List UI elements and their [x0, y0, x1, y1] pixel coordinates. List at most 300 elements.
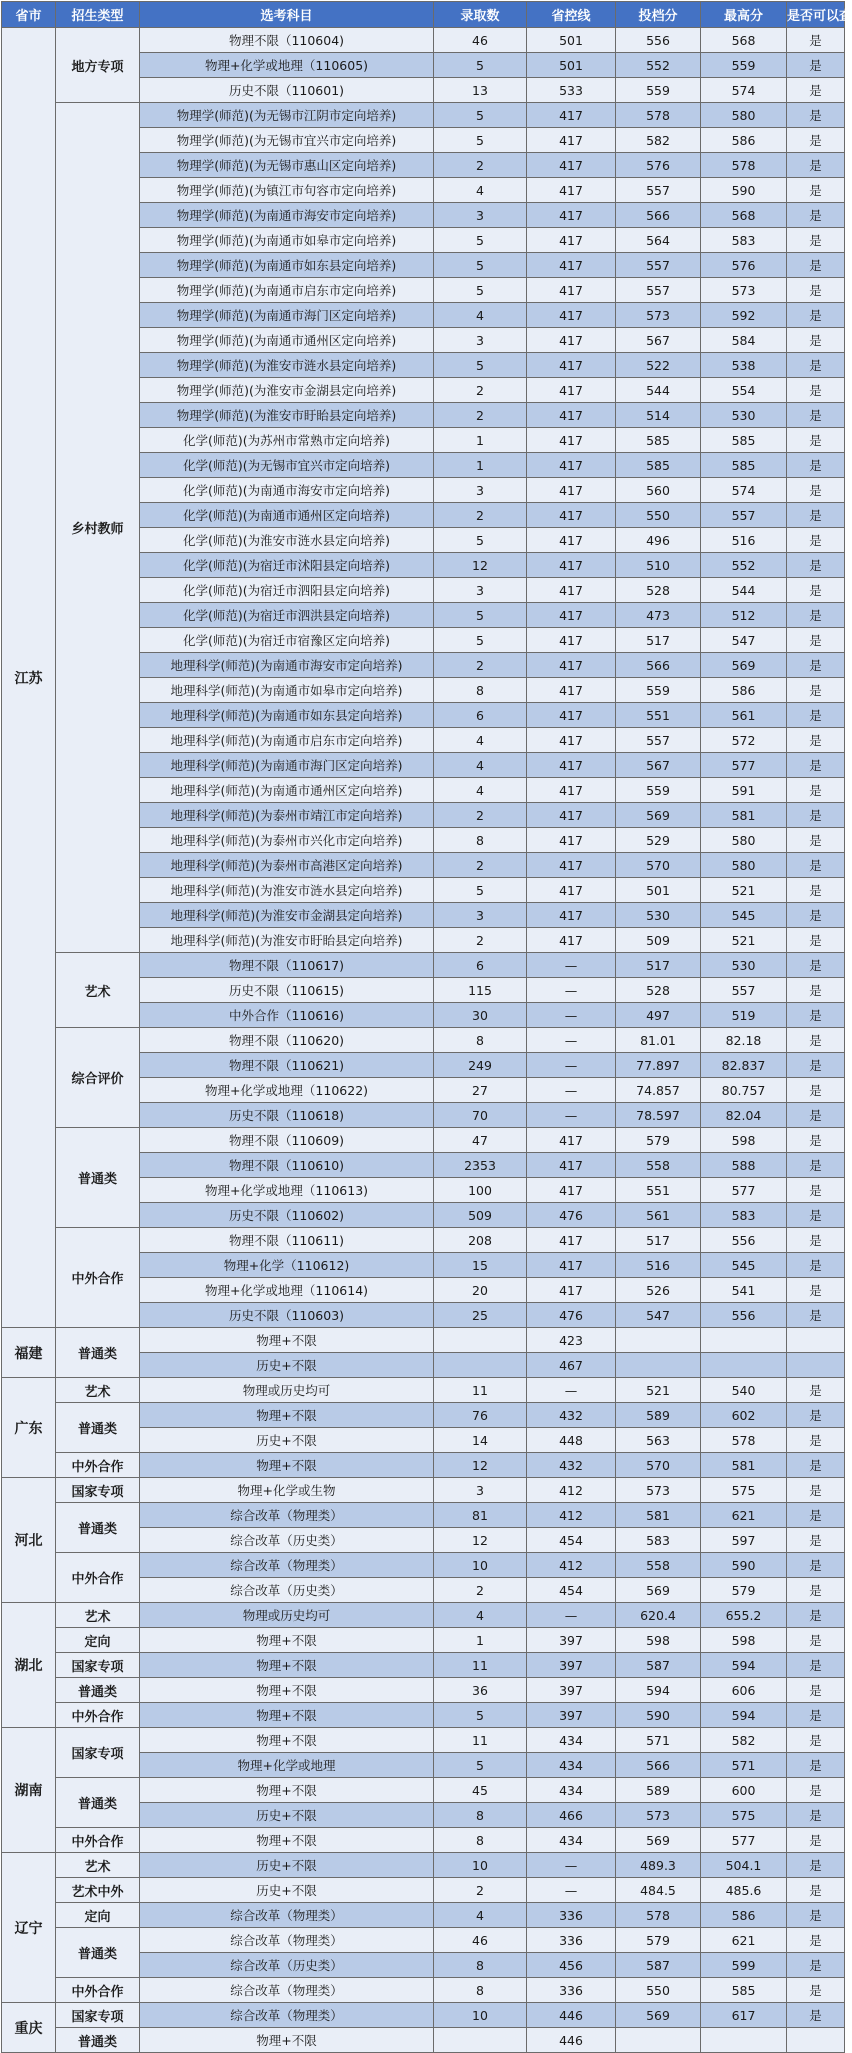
- table-row: [2, 1603, 845, 1628]
- subject-cell: 物理学(师范)(为南通市如东县定向培养): [140, 253, 434, 278]
- highest-score-cell: 504.1: [701, 1853, 787, 1878]
- subject-cell: 综合改革（历史类）: [140, 1528, 434, 1553]
- highest-score-cell: 580: [701, 828, 787, 853]
- control-line-cell: 417: [527, 553, 616, 578]
- highest-score-cell: 590: [701, 1553, 787, 1578]
- queryable-cell: 是: [787, 603, 845, 628]
- control-line-cell: 501: [527, 28, 616, 53]
- subject-cell: 综合改革（物理类）: [140, 1928, 434, 1953]
- subject-cell: 物理不限（110611): [140, 1228, 434, 1253]
- highest-score-cell: 80.757: [701, 1078, 787, 1103]
- subject-cell: 物理学(师范)(为淮安市金湖县定向培养): [140, 378, 434, 403]
- admitted-count-cell: 2: [434, 503, 527, 528]
- admitted-count-cell: 5: [434, 1753, 527, 1778]
- control-line-cell: 446: [527, 2028, 616, 2053]
- admission-type-cell: 艺术: [56, 953, 140, 1028]
- subject-cell: 化学(师范)(为苏州市常熟市定向培养): [140, 428, 434, 453]
- admitted-count-cell: 509: [434, 1203, 527, 1228]
- subject-cell: 化学(师范)(为宿迁市宿豫区定向培养): [140, 628, 434, 653]
- highest-score-cell: 568: [701, 203, 787, 228]
- control-line-cell: 423: [527, 1328, 616, 1353]
- queryable-cell: 是: [787, 178, 845, 203]
- control-line-cell: 417: [527, 653, 616, 678]
- control-line-cell: —: [527, 953, 616, 978]
- admitted-count-cell: 1: [434, 428, 527, 453]
- subject-cell: 物理+化学或地理（110622): [140, 1078, 434, 1103]
- highest-score-cell: 586: [701, 1903, 787, 1928]
- subject-cell: 物理+不限: [140, 1328, 434, 1353]
- queryable-cell: 是: [787, 703, 845, 728]
- queryable-cell: 是: [787, 978, 845, 1003]
- header-row: [2, 2, 845, 28]
- cutoff-score-cell: 576: [616, 153, 701, 178]
- admitted-count-cell: 4: [434, 1903, 527, 1928]
- cutoff-score-cell: 526: [616, 1278, 701, 1303]
- highest-score-cell: 82.04: [701, 1103, 787, 1128]
- queryable-cell: 是: [787, 153, 845, 178]
- admission-type-cell: 艺术: [56, 1853, 140, 1878]
- admitted-count-cell: 5: [434, 128, 527, 153]
- cutoff-score-cell: 501: [616, 878, 701, 903]
- queryable-cell: 是: [787, 1803, 845, 1828]
- control-line-cell: 432: [527, 1403, 616, 1428]
- control-line-cell: 417: [527, 703, 616, 728]
- admission-type-cell: 国家专项: [56, 1478, 140, 1503]
- highest-score-cell: 580: [701, 103, 787, 128]
- table-row: [2, 1553, 845, 1578]
- cutoff-score-cell: 552: [616, 53, 701, 78]
- highest-score-cell: 606: [701, 1678, 787, 1703]
- subject-cell: 物理+不限: [140, 2028, 434, 2053]
- header-cutoff-score: 投档分: [616, 2, 701, 28]
- control-line-cell: 417: [527, 1178, 616, 1203]
- table-row: [2, 1453, 845, 1478]
- queryable-cell: 是: [787, 378, 845, 403]
- highest-score-cell: 585: [701, 453, 787, 478]
- control-line-cell: 417: [527, 753, 616, 778]
- subject-cell: 物理学(师范)(为淮安市涟水县定向培养): [140, 353, 434, 378]
- control-line-cell: 417: [527, 578, 616, 603]
- admitted-count-cell: 76: [434, 1403, 527, 1428]
- admitted-count-cell: 14: [434, 1428, 527, 1453]
- queryable-cell: 是: [787, 303, 845, 328]
- control-line-cell: 417: [527, 1278, 616, 1303]
- subject-cell: 化学(师范)(为南通市通州区定向培养): [140, 503, 434, 528]
- highest-score-cell: 571: [701, 1753, 787, 1778]
- admitted-count-cell: 8: [434, 1803, 527, 1828]
- cutoff-score-cell: [616, 1328, 701, 1353]
- admitted-count-cell: 5: [434, 878, 527, 903]
- queryable-cell: 是: [787, 1228, 845, 1253]
- control-line-cell: 417: [527, 428, 616, 453]
- control-line-cell: 417: [527, 278, 616, 303]
- control-line-cell: 533: [527, 78, 616, 103]
- cutoff-score-cell: 517: [616, 1228, 701, 1253]
- queryable-cell: 是: [787, 578, 845, 603]
- highest-score-cell: 554: [701, 378, 787, 403]
- subject-cell: 化学(师范)(为无锡市宜兴市定向培养): [140, 453, 434, 478]
- highest-score-cell: 578: [701, 153, 787, 178]
- subject-cell: 历史不限（110603): [140, 1303, 434, 1328]
- admitted-count-cell: 13: [434, 78, 527, 103]
- admitted-count-cell: 46: [434, 1928, 527, 1953]
- cutoff-score-cell: 497: [616, 1003, 701, 1028]
- cutoff-score-cell: 557: [616, 178, 701, 203]
- highest-score-cell: 82.837: [701, 1053, 787, 1078]
- queryable-cell: 是: [787, 1403, 845, 1428]
- table-row: [2, 2028, 845, 2053]
- highest-score-cell: 574: [701, 78, 787, 103]
- queryable-cell: 是: [787, 1378, 845, 1403]
- subject-cell: 物理学(师范)(为无锡市江阴市定向培养): [140, 103, 434, 128]
- table-row: [2, 1653, 845, 1678]
- header-admitted-count: 录取数: [434, 2, 527, 28]
- admitted-count-cell: 5: [434, 228, 527, 253]
- subject-cell: 地理科学(师范)(为泰州市靖江市定向培养): [140, 803, 434, 828]
- control-line-cell: 434: [527, 1728, 616, 1753]
- admitted-count-cell: 11: [434, 1653, 527, 1678]
- table-row: [2, 1928, 845, 1953]
- admission-type-cell: 普通类: [56, 1503, 140, 1553]
- cutoff-score-cell: 544: [616, 378, 701, 403]
- highest-score-cell: 599: [701, 1953, 787, 1978]
- admitted-count-cell: 208: [434, 1228, 527, 1253]
- admitted-count-cell: 115: [434, 978, 527, 1003]
- highest-score-cell: 598: [701, 1628, 787, 1653]
- queryable-cell: 是: [787, 1703, 845, 1728]
- admitted-count-cell: 5: [434, 628, 527, 653]
- control-line-cell: 417: [527, 253, 616, 278]
- queryable-cell: 是: [787, 1253, 845, 1278]
- admitted-count-cell: 3: [434, 1478, 527, 1503]
- queryable-cell: 是: [787, 1178, 845, 1203]
- queryable-cell: 是: [787, 328, 845, 353]
- admitted-count-cell: 3: [434, 203, 527, 228]
- control-line-cell: 476: [527, 1303, 616, 1328]
- highest-score-cell: 572: [701, 728, 787, 753]
- queryable-cell: 是: [787, 928, 845, 953]
- cutoff-score-cell: 77.897: [616, 1053, 701, 1078]
- queryable-cell: [787, 1328, 845, 1353]
- highest-score-cell: 576: [701, 253, 787, 278]
- highest-score-cell: 538: [701, 353, 787, 378]
- queryable-cell: 是: [787, 1903, 845, 1928]
- highest-score-cell: 559: [701, 53, 787, 78]
- subject-cell: 化学(师范)(为宿迁市沭阳县定向培养): [140, 553, 434, 578]
- control-line-cell: 417: [527, 353, 616, 378]
- province-cell: 湖北: [2, 1603, 56, 1728]
- queryable-cell: 是: [787, 778, 845, 803]
- control-line-cell: 417: [527, 628, 616, 653]
- control-line-cell: —: [527, 1603, 616, 1628]
- subject-cell: 历史不限（110601): [140, 78, 434, 103]
- queryable-cell: [787, 2028, 845, 2053]
- highest-score-cell: 577: [701, 753, 787, 778]
- subject-cell: 地理科学(师范)(为南通市通州区定向培养): [140, 778, 434, 803]
- control-line-cell: 336: [527, 1978, 616, 2003]
- cutoff-score-cell: 550: [616, 503, 701, 528]
- highest-score-cell: 575: [701, 1478, 787, 1503]
- queryable-cell: 是: [787, 1278, 845, 1303]
- highest-score-cell: [701, 2028, 787, 2053]
- subject-cell: 物理+不限: [140, 1728, 434, 1753]
- table-row: [2, 1028, 845, 1053]
- cutoff-score-cell: 559: [616, 78, 701, 103]
- highest-score-cell: 557: [701, 978, 787, 1003]
- province-cell: 福建: [2, 1328, 56, 1378]
- subject-cell: 地理科学(师范)(为淮安市涟水县定向培养): [140, 878, 434, 903]
- queryable-cell: 是: [787, 1103, 845, 1128]
- admission-type-cell: 定向: [56, 1628, 140, 1653]
- table-row: [2, 103, 845, 128]
- admitted-count-cell: 10: [434, 1853, 527, 1878]
- queryable-cell: 是: [787, 1078, 845, 1103]
- admission-type-cell: 艺术: [56, 1378, 140, 1403]
- cutoff-score-cell: 587: [616, 1653, 701, 1678]
- queryable-cell: [787, 1353, 845, 1378]
- control-line-cell: 397: [527, 1703, 616, 1728]
- highest-score-cell: 521: [701, 878, 787, 903]
- subject-cell: 化学(师范)(为宿迁市泗阳县定向培养): [140, 578, 434, 603]
- control-line-cell: —: [527, 1078, 616, 1103]
- province-cell: 广东: [2, 1378, 56, 1478]
- cutoff-score-cell: 517: [616, 628, 701, 653]
- admission-type-cell: 普通类: [56, 1403, 140, 1453]
- cutoff-score-cell: 571: [616, 1728, 701, 1753]
- control-line-cell: 412: [527, 1553, 616, 1578]
- admitted-count-cell: 5: [434, 278, 527, 303]
- queryable-cell: 是: [787, 278, 845, 303]
- control-line-cell: 417: [527, 1128, 616, 1153]
- admission-type-cell: 中外合作: [56, 1703, 140, 1728]
- highest-score-cell: 577: [701, 1828, 787, 1853]
- highest-score-cell: 556: [701, 1228, 787, 1253]
- table-row: [2, 1328, 845, 1353]
- control-line-cell: —: [527, 1003, 616, 1028]
- control-line-cell: —: [527, 1103, 616, 1128]
- province-cell: 辽宁: [2, 1853, 56, 2003]
- highest-score-cell: 581: [701, 803, 787, 828]
- subject-cell: 地理科学(师范)(为泰州市高港区定向培养): [140, 853, 434, 878]
- queryable-cell: 是: [787, 203, 845, 228]
- control-line-cell: 417: [527, 603, 616, 628]
- admitted-count-cell: 12: [434, 1528, 527, 1553]
- cutoff-score-cell: 530: [616, 903, 701, 928]
- control-line-cell: 417: [527, 178, 616, 203]
- header-province: 省市: [2, 2, 56, 28]
- control-line-cell: 434: [527, 1778, 616, 1803]
- queryable-cell: 是: [787, 1928, 845, 1953]
- table-row: [2, 1478, 845, 1503]
- queryable-cell: 是: [787, 553, 845, 578]
- highest-score-cell: 594: [701, 1703, 787, 1728]
- admission-type-cell: 定向: [56, 1903, 140, 1928]
- subject-cell: 历史+不限: [140, 1353, 434, 1378]
- admitted-count-cell: 100: [434, 1178, 527, 1203]
- admitted-count-cell: 2: [434, 403, 527, 428]
- queryable-cell: 是: [787, 2003, 845, 2028]
- control-line-cell: 417: [527, 153, 616, 178]
- queryable-cell: 是: [787, 1003, 845, 1028]
- admitted-count-cell: 3: [434, 328, 527, 353]
- control-line-cell: 446: [527, 2003, 616, 2028]
- highest-score-cell: 577: [701, 1178, 787, 1203]
- admitted-count-cell: 46: [434, 28, 527, 53]
- admitted-count-cell: 3: [434, 578, 527, 603]
- cutoff-score-cell: 557: [616, 278, 701, 303]
- table-row: [2, 1628, 845, 1653]
- control-line-cell: 432: [527, 1453, 616, 1478]
- cutoff-score-cell: 585: [616, 453, 701, 478]
- admission-type-cell: 乡村教师: [56, 103, 140, 953]
- cutoff-score-cell: 496: [616, 528, 701, 553]
- highest-score-cell: 557: [701, 503, 787, 528]
- subject-cell: 综合改革（物理类）: [140, 1553, 434, 1578]
- subject-cell: 物理+化学（110612): [140, 1253, 434, 1278]
- cutoff-score-cell: 569: [616, 1828, 701, 1853]
- highest-score-cell: 600: [701, 1778, 787, 1803]
- table-row: [2, 1828, 845, 1853]
- control-line-cell: 417: [527, 378, 616, 403]
- highest-score-cell: 594: [701, 1653, 787, 1678]
- queryable-cell: 是: [787, 1428, 845, 1453]
- highest-score-cell: 541: [701, 1278, 787, 1303]
- admitted-count-cell: 1: [434, 453, 527, 478]
- cutoff-score-cell: 569: [616, 1578, 701, 1603]
- header-queryable: 是否可以查: [787, 2, 845, 28]
- subject-cell: 物理不限（110609): [140, 1128, 434, 1153]
- admitted-count-cell: 1: [434, 1628, 527, 1653]
- cutoff-score-cell: 489.3: [616, 1853, 701, 1878]
- queryable-cell: 是: [787, 228, 845, 253]
- cutoff-score-cell: 578: [616, 103, 701, 128]
- subject-cell: 物理学(师范)(为南通市海安市定向培养): [140, 203, 434, 228]
- queryable-cell: 是: [787, 353, 845, 378]
- subject-cell: 物理+化学或地理: [140, 1753, 434, 1778]
- admitted-count-cell: 25: [434, 1303, 527, 1328]
- admitted-count-cell: 4: [434, 178, 527, 203]
- admission-type-cell: 普通类: [56, 1128, 140, 1228]
- admission-type-cell: 普通类: [56, 1328, 140, 1378]
- header-subjects: 选考科目: [140, 2, 434, 28]
- queryable-cell: 是: [787, 903, 845, 928]
- cutoff-score-cell: 558: [616, 1553, 701, 1578]
- admitted-count-cell: 5: [434, 103, 527, 128]
- control-line-cell: 417: [527, 678, 616, 703]
- cutoff-score-cell: 78.597: [616, 1103, 701, 1128]
- cutoff-score-cell: 573: [616, 1478, 701, 1503]
- table-row: [2, 1378, 845, 1403]
- admission-type-cell: 国家专项: [56, 2003, 140, 2028]
- subject-cell: 物理+不限: [140, 1453, 434, 1478]
- control-line-cell: 466: [527, 1803, 616, 1828]
- highest-score-cell: 516: [701, 528, 787, 553]
- queryable-cell: 是: [787, 678, 845, 703]
- highest-score-cell: 617: [701, 2003, 787, 2028]
- admission-type-cell: 中外合作: [56, 1553, 140, 1603]
- header-highest-score: 最高分: [701, 2, 787, 28]
- cutoff-score-cell: 550: [616, 1978, 701, 2003]
- control-line-cell: —: [527, 1853, 616, 1878]
- admitted-count-cell: 6: [434, 703, 527, 728]
- subject-cell: 综合改革（物理类）: [140, 1503, 434, 1528]
- subject-cell: 地理科学(师范)(为南通市如东县定向培养): [140, 703, 434, 728]
- queryable-cell: 是: [787, 1603, 845, 1628]
- highest-score-cell: 584: [701, 328, 787, 353]
- cutoff-score-cell: 528: [616, 578, 701, 603]
- admission-type-cell: 艺术中外: [56, 1878, 140, 1903]
- cutoff-score-cell: 560: [616, 478, 701, 503]
- queryable-cell: 是: [787, 453, 845, 478]
- control-line-cell: 417: [527, 1228, 616, 1253]
- cutoff-score-cell: 567: [616, 753, 701, 778]
- control-line-cell: 417: [527, 303, 616, 328]
- table-row: [2, 1878, 845, 1903]
- control-line-cell: 417: [527, 878, 616, 903]
- subject-cell: 地理科学(师范)(为淮安市盱眙县定向培养): [140, 928, 434, 953]
- control-line-cell: 417: [527, 528, 616, 553]
- highest-score-cell: 586: [701, 128, 787, 153]
- admitted-count-cell: 8: [434, 1828, 527, 1853]
- control-line-cell: 417: [527, 1153, 616, 1178]
- queryable-cell: 是: [787, 253, 845, 278]
- subject-cell: 物理学(师范)(为南通市启东市定向培养): [140, 278, 434, 303]
- control-line-cell: 448: [527, 1428, 616, 1453]
- highest-score-cell: 485.6: [701, 1878, 787, 1903]
- control-line-cell: 417: [527, 478, 616, 503]
- control-line-cell: 417: [527, 803, 616, 828]
- control-line-cell: 467: [527, 1353, 616, 1378]
- subject-cell: 地理科学(师范)(为泰州市兴化市定向培养): [140, 828, 434, 853]
- admission-table-container: [1, 1, 852, 2053]
- cutoff-score-cell: 564: [616, 228, 701, 253]
- control-line-cell: 476: [527, 1203, 616, 1228]
- queryable-cell: 是: [787, 1203, 845, 1228]
- cutoff-score-cell: 598: [616, 1628, 701, 1653]
- admission-type-cell: 中外合作: [56, 1978, 140, 2003]
- cutoff-score-cell: 510: [616, 553, 701, 578]
- admitted-count-cell: 2: [434, 1878, 527, 1903]
- control-line-cell: 417: [527, 103, 616, 128]
- subject-cell: 综合改革（物理类）: [140, 1978, 434, 2003]
- cutoff-score-cell: 583: [616, 1528, 701, 1553]
- control-line-cell: 417: [527, 228, 616, 253]
- highest-score-cell: 583: [701, 228, 787, 253]
- table-row: [2, 1228, 845, 1253]
- queryable-cell: 是: [787, 1753, 845, 1778]
- queryable-cell: 是: [787, 753, 845, 778]
- admitted-count-cell: 12: [434, 553, 527, 578]
- table-row: [2, 1778, 845, 1803]
- admitted-count-cell: 5: [434, 353, 527, 378]
- control-line-cell: 336: [527, 1928, 616, 1953]
- header-control-line: 省控线: [527, 2, 616, 28]
- table-row: [2, 1853, 845, 1878]
- subject-cell: 历史+不限: [140, 1803, 434, 1828]
- queryable-cell: 是: [787, 1653, 845, 1678]
- queryable-cell: 是: [787, 1553, 845, 1578]
- subject-cell: 物理+不限: [140, 1703, 434, 1728]
- queryable-cell: 是: [787, 1878, 845, 1903]
- table-row: [2, 1728, 845, 1753]
- admitted-count-cell: 2353: [434, 1153, 527, 1178]
- queryable-cell: 是: [787, 853, 845, 878]
- admitted-count-cell: 8: [434, 1953, 527, 1978]
- highest-score-cell: 574: [701, 478, 787, 503]
- queryable-cell: 是: [787, 728, 845, 753]
- cutoff-score-cell: 556: [616, 28, 701, 53]
- subject-cell: 化学(师范)(为南通市海安市定向培养): [140, 478, 434, 503]
